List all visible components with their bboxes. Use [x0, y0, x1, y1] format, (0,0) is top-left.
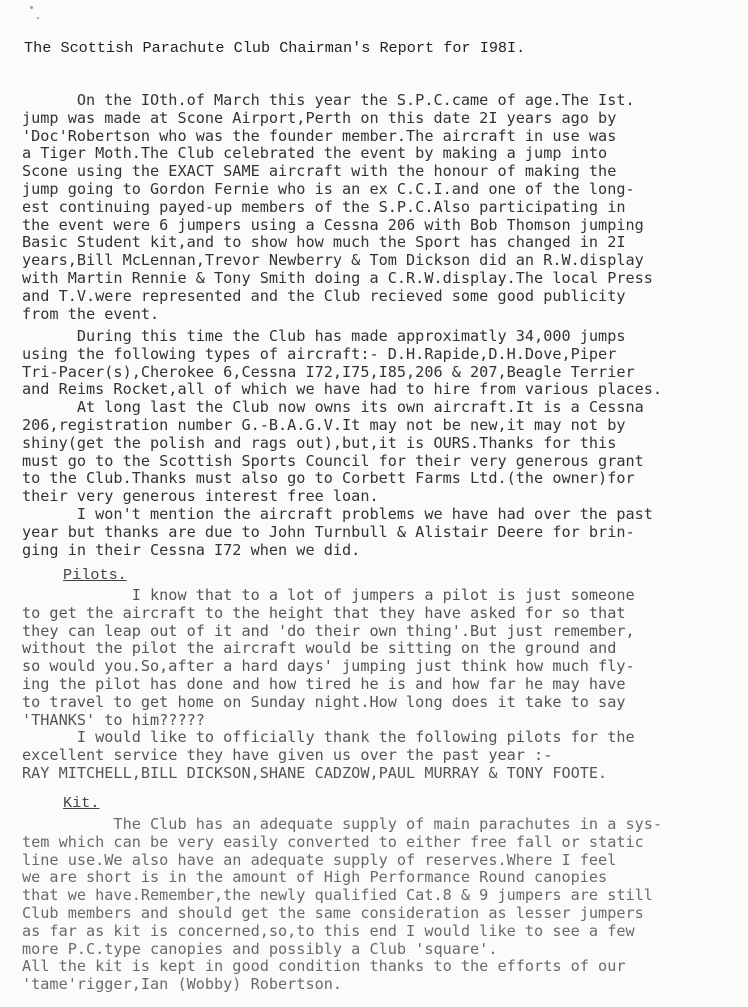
- paragraph-pilots: I know that to a lot of jumpers a pilot is just someone to get the aircraft to the height that they have asked for so that they can leap out of it and 'do their own thing'.But just remember, without the pilot the aircraft would be sitting on the ground and so would you.So,after a hard days' jumping just think how much fly- ing the pilot has done and how tired he is and how far he may have to travel to get home on Sunday night.How long does it take to say 'THANKS' to him????? I would like to officially thank the following pilots for the excellent service they have given us over the past year :- RAY MITCHELL,BILL DICKSON,SHANE CADZOW,PAUL MURRAY & TONY FOOTE.: [22, 586, 635, 782]
- paragraph-kit: The Club has an adequate supply of main parachutes in a sys- tem which can be very easily converted to either free fall or static line use.We also have an adequate supply of reserves.Where I feel we are short is in the amount of High Performance Round canopies that we have.Remember,the newly qualified Cat.8 & 9 jumpers are still Club members and should get the same consideration as lesser jumpers as far as kit is concerned,so,to this end I would like to see a few more P.C.type canopies and possibly a Club 'square'. All the kit is kept in good condition thanks to the efforts of our 'tame'rigger,Ian (Wobby) Robertson.: [22, 815, 663, 994]
- paragraph-anniversary: On the IOth.of March this year the S.P.C.came of age.The Ist. jump was made at Scone Airport,Perth on this date 2I years ago by 'Doc'Robertson who was the founder member.The aircraft in use was a Tiger Moth.The Club celebrated the event by making a jump into Scone using the EXACT SAME aircraft with the honour of making the jump going to Gordon Fernie who is an ex C.C.I.and one of the long- est continuing payed-up members of the S.P.C.Also participating in the event were 6 jumpers using a Cessna 206 with Bob Thomson jumping Basic Student kit,and to show how much the Sport has changed in 2I years,Bill McLennan,Trevor Newberry & Tom Dickson did an R.W.display with Martin Rennie & Tony Smith doing a C.R.W.display.The local Press and T.V.were represented and the Club recieved some good publicity from the event.: [22, 91, 653, 323]
- report-title: The Scottish Parachute Club Chairman's Report for I98I.: [24, 39, 526, 57]
- section-heading-pilots: Pilots.: [63, 566, 127, 584]
- section-heading-kit: Kit.: [63, 794, 100, 812]
- paper-speck: [30, 6, 33, 9]
- paper-speck: [37, 17, 39, 19]
- paragraph-aircraft: During this time the Club has made approximatly 34,000 jumps using the following types of aircraft:- D.H.Rapide,D.H.Dove,Piper Tri-Pacer(s),Cherokee 6,Cessna I72,I75,I85,206 & 207,Beagle Terrier and Reims Rocket,all of which we have had to hire from various places. At long last the Club now owns its own aircraft.It is a Cessna 206,registration number G.-B.A.G.V.It may not be new,it may not by shiny(get the polish and rags out),but,it is OURS.Thanks for this must go to the Scottish Sports Council for their very generous grant to the Club.Thanks must also go to Corbett Farms Ltd.(the owner)for their very generous interest free loan. I won't mention the aircraft problems we have had over the past year but thanks are due to John Turnbull & Alistair Deere for brin- ging in their Cessna I72 when we did.: [22, 327, 663, 559]
